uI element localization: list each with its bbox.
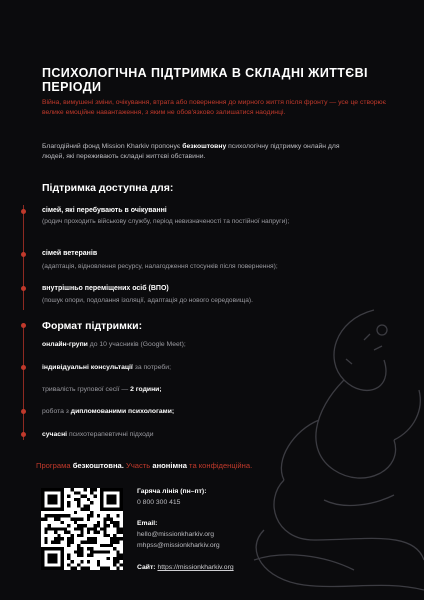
intro-text: Війна, вимушені зміни, очікування, втрата або повернення до мирного життя після фронту — усе це створює велике емоційне навантаження, з яким не обов'язково залишатися наодинці. <box>42 99 387 116</box>
format-heading: Формат підтримки: <box>42 320 143 332</box>
qr-code[interactable] <box>41 488 123 570</box>
bullet-dot <box>21 323 26 328</box>
timeline-line <box>23 205 24 310</box>
website-link[interactable]: https://missionkharkiv.org <box>157 564 234 571</box>
bullet-dot <box>21 286 26 291</box>
email-label: Email: <box>137 520 158 527</box>
format-item: робота з дипломованими психологами; <box>42 408 175 415</box>
support-item-desc: (адаптація, відновлення ресурсу, налагодження стосунків після повернення); <box>42 263 278 270</box>
decorative-ornament <box>224 300 424 600</box>
support-item-desc: (пошук опори, подолання ізоляції, адаптація до нового середовища). <box>42 297 253 304</box>
email-link[interactable]: mhpss@missionkharkiv.org <box>137 542 220 549</box>
program-note: Програма безкоштовна. Участь анонімна та конфіденційна. <box>36 461 253 470</box>
page-title: ПСИХОЛОГІЧНА ПІДТРИМКА В СКЛАДНІ ЖИТТЄВІ ПЕРІОДИ <box>42 66 368 94</box>
bullet-dot <box>21 252 26 257</box>
support-item-desc: (родич проходить військову службу, період невизначеності та постійної напруги); <box>42 218 290 225</box>
website: Сайт: https://missionkharkiv.org <box>137 564 234 571</box>
hotline-label: Гаряча лінія (пн–пт): <box>137 488 207 495</box>
timeline-line <box>23 325 24 440</box>
format-item: онлайн-групи до 10 учасників (Google Meet); <box>42 341 186 348</box>
email-link[interactable]: hello@missionkharkiv.org <box>137 531 215 538</box>
bullet-dot <box>21 432 26 437</box>
bullet-dot <box>21 209 26 214</box>
support-item-title: сімей ветеранів <box>42 250 98 257</box>
bullet-dot <box>21 365 26 370</box>
support-heading: Підтримка доступна для: <box>42 182 174 194</box>
format-item: індивідуальні консультації за потреби; <box>42 364 171 371</box>
format-item: тривалість групової сесії — 2 години; <box>42 386 162 393</box>
support-item-title: внутрішньо переміщених осіб (ВПО) <box>42 285 169 292</box>
support-item-title: сімей, які перебувають в очікуванні <box>42 207 167 214</box>
bullet-dot <box>21 409 26 414</box>
format-item: сучасні психотерапевтичні підходи <box>42 431 154 438</box>
hotline-number[interactable]: 0 800 300 415 <box>137 499 181 506</box>
intro-description: Благодійний фонд Mission Kharkiv пропонує безкоштовну психологічну підтримку онлайн для людей, які переживають складні життєві обставини. <box>42 143 340 160</box>
